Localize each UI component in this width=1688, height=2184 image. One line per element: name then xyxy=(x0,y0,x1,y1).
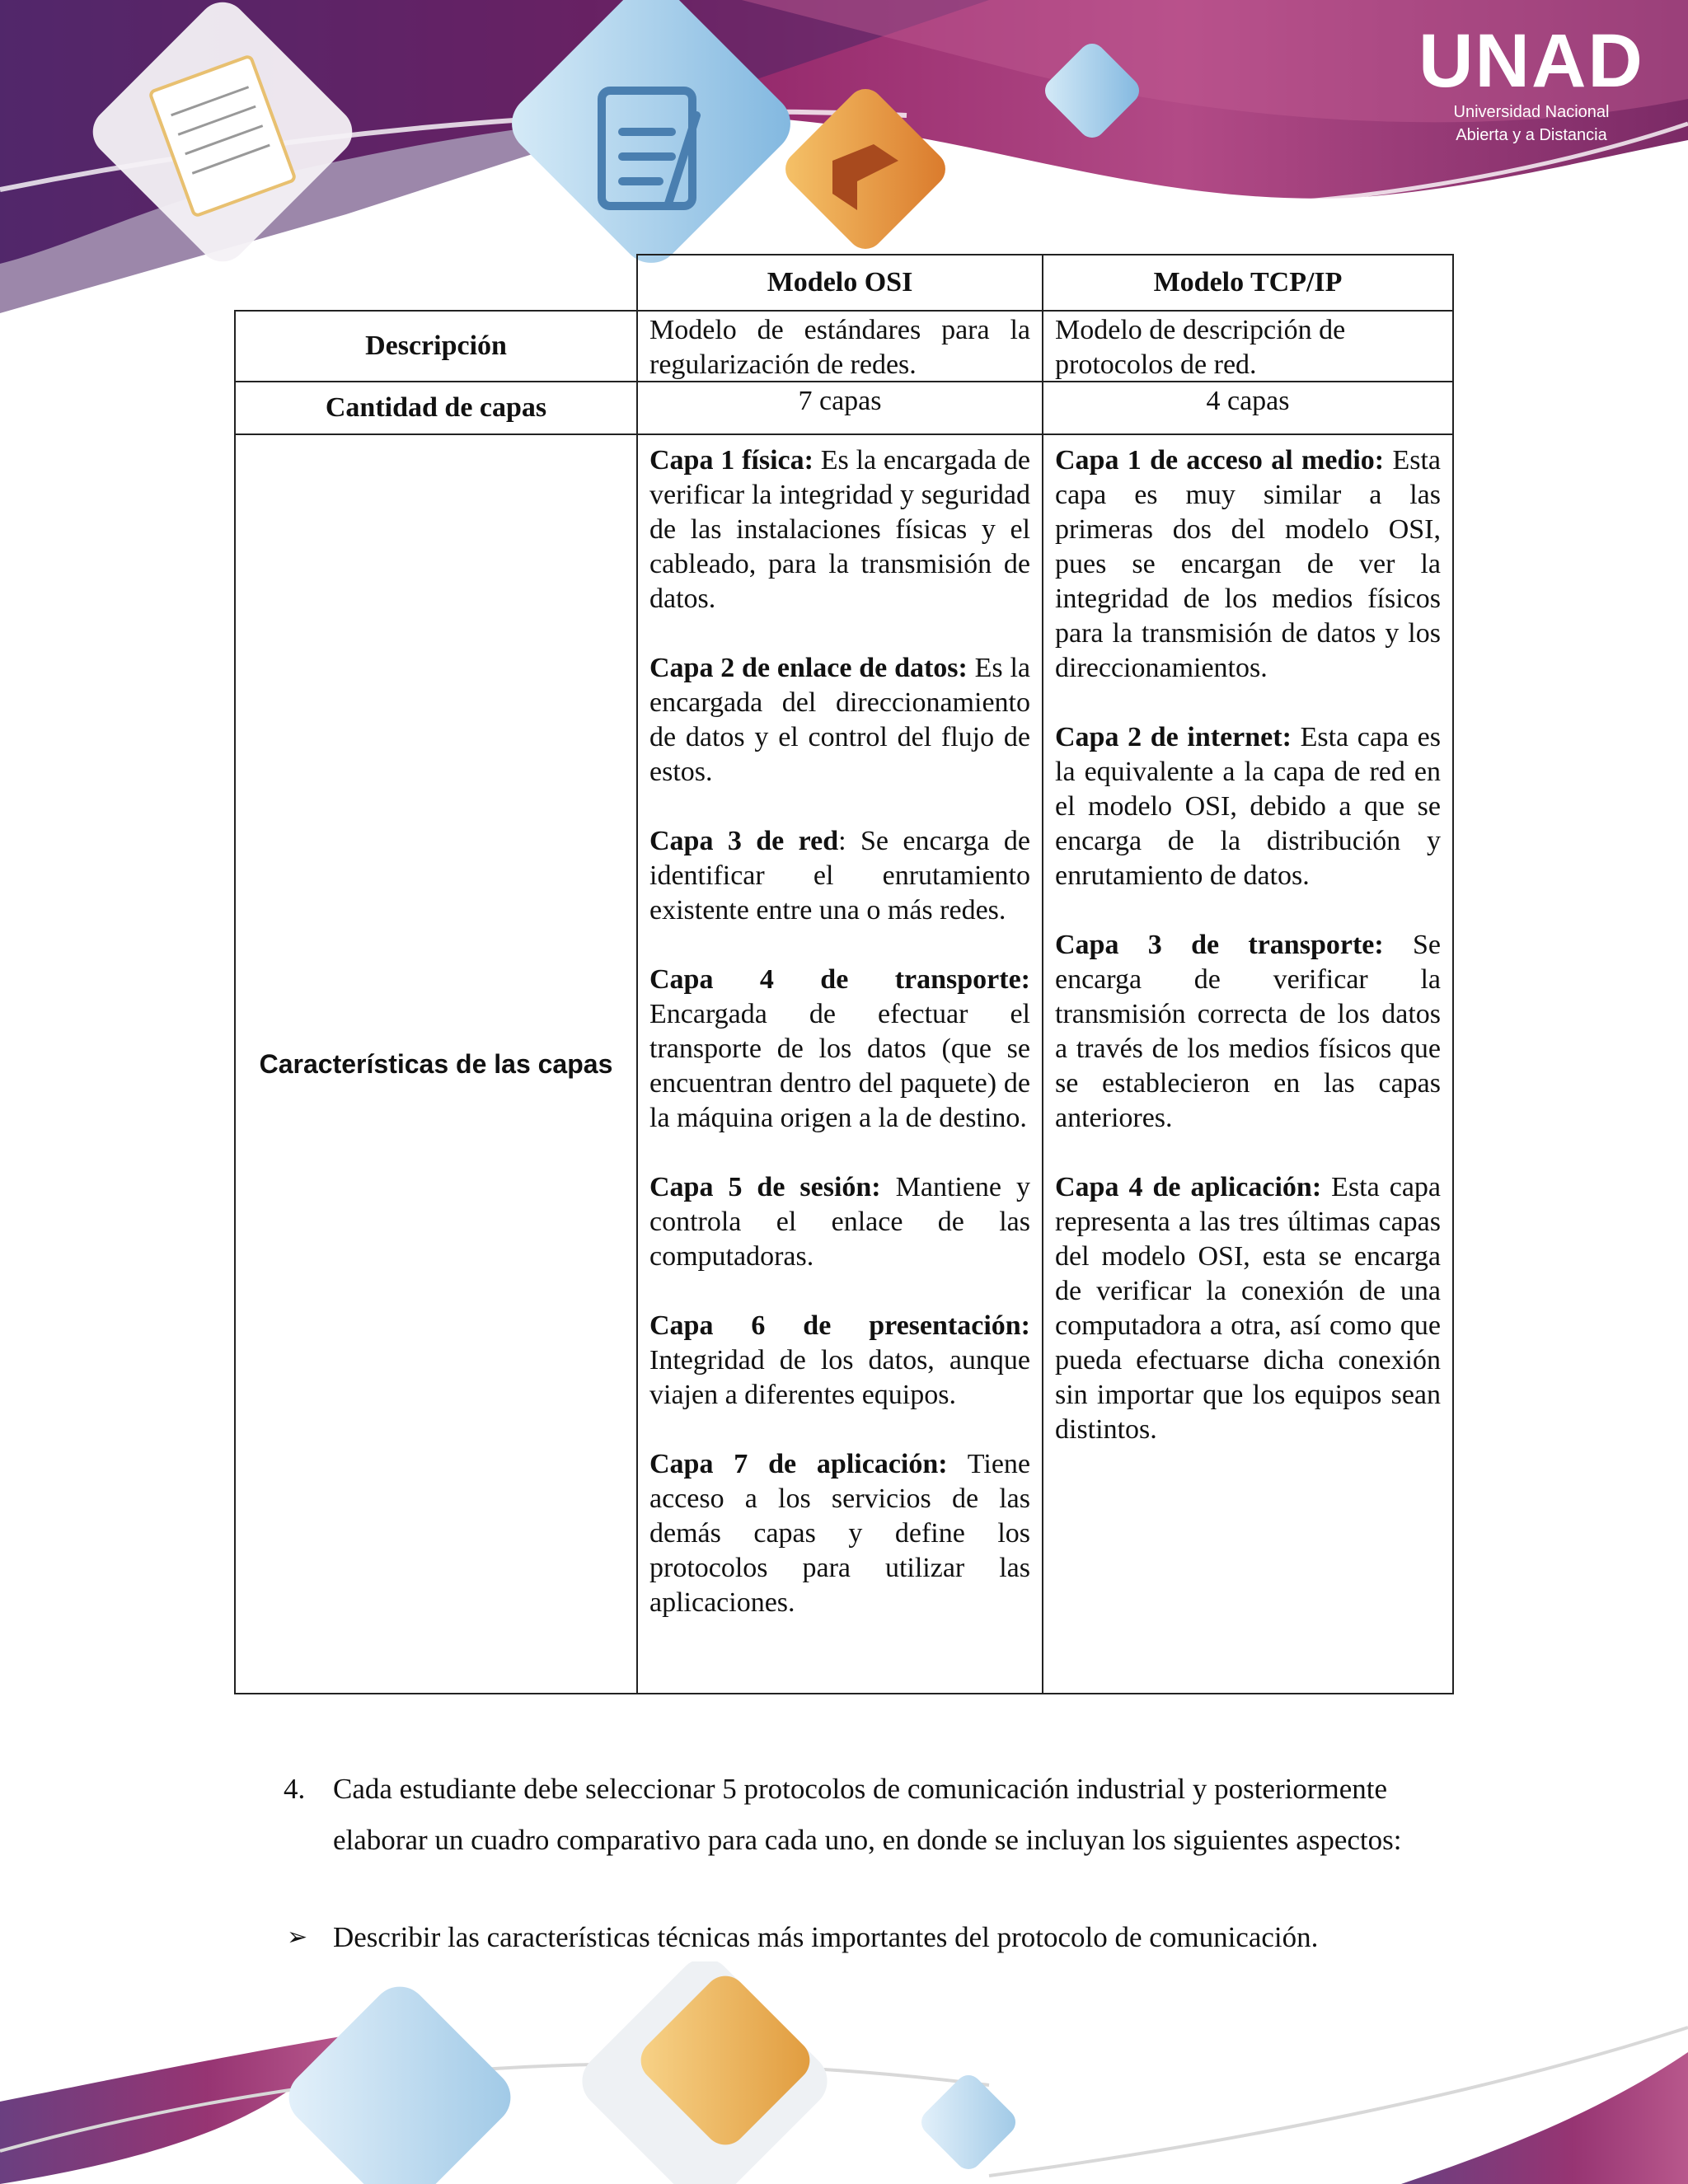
bullet-text: Describir las características técnicas más importantes del protocolo de comunicación. xyxy=(333,1921,1319,1953)
layer-title: Capa 3 de red xyxy=(649,826,839,856)
layer-text: Esta capa representa a las tres últimas capas del modelo OSI, esta se encarga de verificar la conexión de una computadora a otra, así como que pueda efectuarse dicha conexión sin importar que los equipos sean distintos. xyxy=(1055,1172,1442,1445)
item-text: Cada estudiante debe seleccionar 5 protocolos de comunicación industrial y posteriormente elaborar un cuadro comparativo para cada uno, en donde se incluyan los siguientes aspectos: xyxy=(333,1773,1402,1856)
cell-tcp-layers xyxy=(1042,434,1454,1694)
layer-text: Se encarga de verificar la transmisión correcta de los datos a través de los medios físicos que se establecieron en las capas anteriores. xyxy=(1055,930,1441,1133)
layer-title: Capa 1 de acceso al medio: xyxy=(1055,445,1385,476)
row-label-cantidad xyxy=(234,381,638,435)
column-header-tcp: Modelo TCP/IP xyxy=(1042,254,1454,312)
cell-desc-osi: Modelo de estándares para la regularización de redes. xyxy=(636,310,1043,382)
row-label-text: Cantidad de capas xyxy=(325,392,547,423)
layer-title: Capa 4 de aplicación: xyxy=(1055,1172,1322,1202)
layer-text: Mantiene y controla el enlace de las computadoras. xyxy=(649,1172,1030,1272)
layer-text: Esta capa es la equivalente a la capa de red en el modelo OSI, debido a que se encarga de la distribución y enrutamiento de datos. xyxy=(1055,722,1441,891)
tcp-layer-item xyxy=(1055,720,1441,893)
osi-layer-item xyxy=(649,443,1030,616)
osi-layer-item xyxy=(649,1170,1030,1274)
column-header-osi: Modelo OSI xyxy=(636,254,1043,312)
layer-text: Es la encargada de verificar la integridad y seguridad de las instalaciones físicas y el cableado, para la transmisión de datos. xyxy=(649,445,1030,614)
layer-title: Capa 7 de aplicación: xyxy=(649,1449,948,1479)
logo-line-2: Abierta y a Distancia xyxy=(1456,126,1607,144)
unad-logo xyxy=(1408,19,1655,145)
layer-title: Capa 5 de sesión: xyxy=(649,1172,881,1202)
item-number: 4. xyxy=(284,1773,306,1805)
layer-text: Tiene acceso a los servicios de las demás capas y define los protocolos para utilizar las aplicaciones. xyxy=(649,1449,1031,1618)
tcp-layer-item xyxy=(1055,1170,1441,1447)
layer-text: : Se encarga de identificar el enrutamiento existente entre una o más redes. xyxy=(649,826,1030,926)
row-label-text: Características de las capas xyxy=(259,1049,613,1079)
layer-text: Integridad de los datos, aunque viajen a diferentes equipos. xyxy=(649,1345,1030,1410)
cell-desc-tcp: Modelo de descripción de protocolos de red. xyxy=(1042,310,1454,382)
row-label-caracteristicas xyxy=(234,434,638,1694)
row-label-descripcion xyxy=(234,310,638,382)
bullet-item xyxy=(0,1912,1688,1963)
osi-layer-item xyxy=(649,1309,1030,1413)
osi-layer-item xyxy=(649,1447,1030,1620)
arrow-bullet-icon: ➢ xyxy=(287,1923,308,1952)
row-label-text: Descripción xyxy=(365,330,507,361)
page-footer-banner xyxy=(0,1961,1688,2184)
tcp-layer-item xyxy=(1055,443,1441,686)
cell-osi-layers xyxy=(636,434,1043,1694)
layer-title: Capa 2 de enlace de datos: xyxy=(649,653,968,683)
layer-text: Esta capa es muy similar a las primeras dos del modelo OSI, pues se encargan de ver la integridad de los medios físicos para la transmisión de datos y los direccionamientos. xyxy=(1055,445,1441,683)
layer-title: Capa 3 de transporte: xyxy=(1055,930,1384,960)
layer-title: Capa 6 de presentación: xyxy=(649,1310,1030,1341)
layer-text: Es la encargada del direccionamiento de datos y el control del flujo de estos. xyxy=(649,653,1030,787)
layer-text: Encargada de efectuar el transporte de los datos (que se encuentran dentro del paquete) de la máquina origen a la de destino. xyxy=(649,999,1030,1133)
cell-layers-osi: 7 capas xyxy=(636,381,1043,435)
layer-title: Capa 1 física: xyxy=(649,445,814,476)
footer-decoration xyxy=(0,1961,1688,2184)
logo-wordmark: UNAD xyxy=(1418,19,1644,103)
osi-layer-item xyxy=(649,651,1030,790)
tcp-layer-item xyxy=(1055,928,1441,1136)
osi-layer-item xyxy=(649,963,1030,1136)
cell-layers-tcp: 4 capas xyxy=(1042,381,1454,435)
logo-line-1: Universidad Nacional xyxy=(1453,103,1610,121)
layer-title: Capa 4 de transporte: xyxy=(649,964,1030,995)
osi-layer-item xyxy=(649,824,1030,928)
numbered-item-4 xyxy=(0,1764,1688,1871)
layer-title: Capa 2 de internet: xyxy=(1055,722,1292,752)
